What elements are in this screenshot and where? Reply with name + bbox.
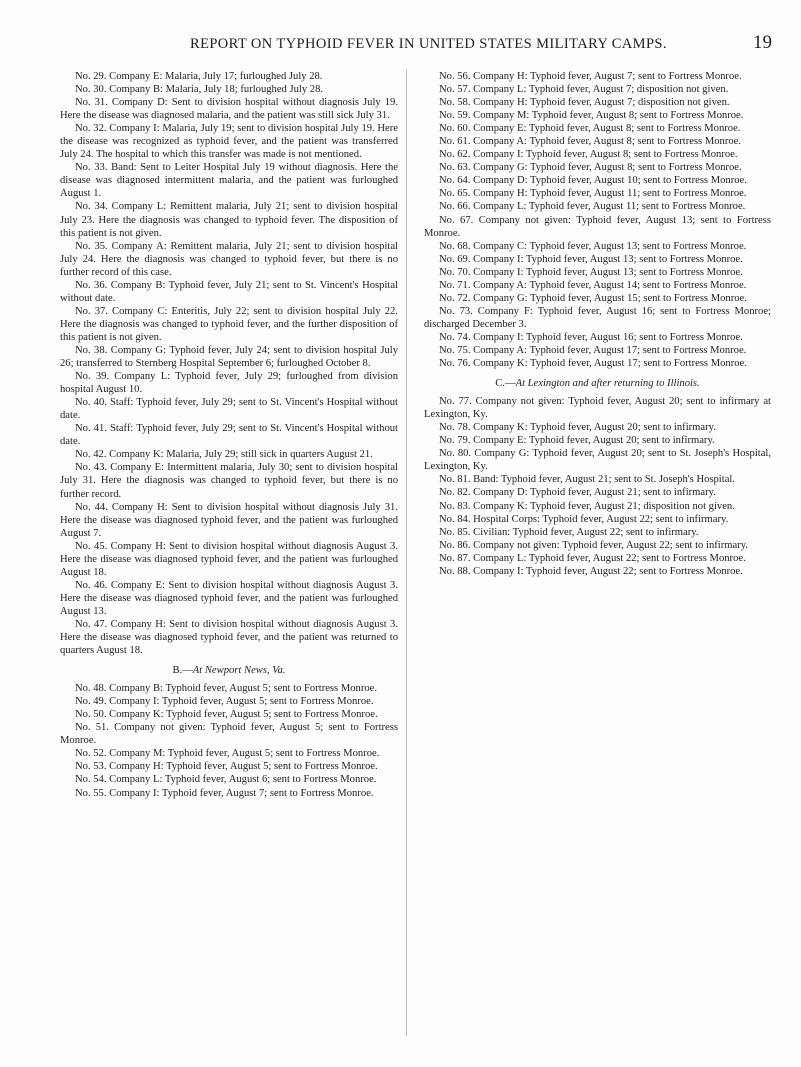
entries-group-a — [60, 70, 398, 657]
case-entry: No. 72. Company G: Typhoid fever, August 15; sent to Fortress Monroe. — [439, 292, 747, 304]
case-entry: No. 56. Company H: Typhoid fever, August 7; sent to Fortress Monroe. — [439, 71, 742, 82]
case-entry: No. 65. Company H: Typhoid fever, August 11; sent to Fortress Monroe. — [439, 188, 747, 200]
section-c-prefix: C.— — [495, 378, 516, 390]
case-entry: No. 30. Company B: Malaria, July 18; furloughed July 28. — [75, 84, 324, 96]
case-entry: No. 50. Company K: Typhoid fever, August 5; sent to Fortress Monroe. — [75, 709, 378, 721]
case-entry: No. 54. Company L: Typhoid fever, August 6; sent to Fortress Monroe. — [75, 774, 377, 786]
case-entry: No. 73. Company F: Typhoid fever, August 16; sent to Fortress Monroe; discharged December 3. — [424, 305, 771, 330]
case-entry: No. 53. Company H: Typhoid fever, August 5; sent to Fortress Monroe. — [75, 761, 378, 773]
page-header — [60, 32, 772, 58]
case-entry: No. 81. Band: Typhoid fever, August 21; sent to St. Joseph's Hospital. — [439, 474, 735, 486]
case-entry: No. 46. Company E: Sent to division hospital without diagnosis August 3. Here the disease was diagnosed typhoid fever, and the patient was furloughed August 13. — [60, 579, 398, 617]
section-b-prefix: B.— — [172, 665, 193, 677]
case-entry: No. 66. Company L: Typhoid fever, August 11; sent to Fortress Monroe. — [439, 201, 746, 213]
column-divider — [406, 70, 407, 1036]
case-entry: No. 31. Company D: Sent to division hospital without diagnosis July 19. Here the disease was diagnosed malaria, and the patient was still sick July 31. — [60, 97, 398, 122]
case-entry: No. 78. Company K: Typhoid fever, August 20; sent to infirmary. — [439, 422, 716, 434]
case-entry: No. 62. Company I: Typhoid fever, August 8; sent to Fortress Monroe. — [439, 149, 738, 161]
case-entry: No. 84. Hospital Corps: Typhoid fever, August 22; sent to infirmary. — [439, 513, 729, 525]
case-entry: No. 79. Company E: Typhoid fever, August 20; sent to infirmary. — [439, 435, 715, 447]
case-entry: No. 60. Company E: Typhoid fever, August 8; sent to Fortress Monroe. — [439, 123, 741, 135]
case-entry: No. 85. Civilian: Typhoid fever, August 22; sent to infirmary. — [439, 526, 699, 538]
case-entry: No. 34. Company L: Remittent malaria, July 21; sent to division hospital July 23. Here the diagnosis was changed to typhoid fever. The disposition of this patient is not given. — [60, 201, 398, 239]
right-column — [424, 70, 771, 578]
case-entry: No. 87. Company L: Typhoid fever, August 22; sent to Fortress Monroe. — [439, 552, 746, 564]
case-entry: No. 69. Company I: Typhoid fever, August 13; sent to Fortress Monroe. — [439, 253, 743, 265]
case-entry: No. 80. Company G: Typhoid fever, August 20; sent to St. Joseph's Hospital, Lexington, Ky. — [424, 448, 771, 473]
case-entry: No. 55. Company I: Typhoid fever, August 7; sent to Fortress Monroe. — [75, 787, 374, 799]
case-entry: No. 44. Company H: Sent to division hospital without diagnosis July 31. Here the disease was diagnosed typhoid fever, and the patient was furloughed August 7. — [60, 501, 398, 539]
case-entry: No. 74. Company I: Typhoid fever, August 16; sent to Fortress Monroe. — [439, 331, 743, 343]
case-entry: No. 36. Company B: Typhoid fever, July 21; sent to St. Vincent's Hospital without date. — [60, 279, 398, 304]
case-entry: No. 40. Staff: Typhoid fever, July 29; sent to St. Vincent's Hospital without date. — [60, 397, 398, 422]
case-entry: No. 68. Company C: Typhoid fever, August 13; sent to Fortress Monroe. — [439, 240, 747, 252]
case-entry: No. 75. Company A: Typhoid fever, August 17; sent to Fortress Monroe. — [439, 344, 747, 356]
case-entry: No. 83. Company K: Typhoid fever, August 21; disposition not given. — [439, 500, 735, 512]
case-entry: No. 57. Company L: Typhoid fever, August 7; disposition not given. — [439, 84, 729, 96]
case-entry: No. 43. Company E: Intermittent malaria, July 30; sent to division hospital July 31. Here the diagnosis was changed to typhoid fever, but there is no further record. — [60, 462, 398, 500]
case-entry: No. 63. Company G: Typhoid fever, August 8; sent to Fortress Monroe. — [439, 162, 742, 174]
case-entry: No. 61. Company A: Typhoid fever, August 8; sent to Fortress Monroe. — [439, 136, 742, 148]
case-entry: No. 42. Company K: Malaria, July 29; still sick in quarters August 21. — [75, 449, 373, 461]
case-entry: No. 35. Company A: Remittent malaria, July 21; sent to division hospital July 24. Here the diagnosis was changed to typhoid fever, but there is no further record of this case. — [60, 240, 398, 278]
case-entry: No. 39. Company L: Typhoid fever, July 29; furloughed from division hospital August 10. — [60, 371, 398, 396]
case-entry: No. 82. Company D: Typhoid fever, August 21; sent to infirmary. — [439, 487, 716, 499]
section-heading-b — [60, 664, 398, 677]
case-entry: No. 58. Company H: Typhoid fever, August 7; disposition not given. — [439, 97, 730, 109]
entries-group-b-continued — [424, 70, 771, 370]
case-entry: No. 52. Company M: Typhoid fever, August 5; sent to Fortress Monroe. — [75, 748, 380, 760]
page-number: 19 — [753, 32, 772, 53]
case-entry: No. 59. Company M: Typhoid fever, August 8; sent to Fortress Monroe. — [439, 110, 744, 122]
running-title: REPORT ON TYPHOID FEVER IN UNITED STATES MILITARY CAMPS. — [190, 36, 667, 52]
left-column — [60, 70, 398, 800]
case-entry: No. 33. Band: Sent to Leiter Hospital July 19 without diagnosis. Here the disease was diagnosed intermittent malaria, and the patient was furloughed August 1. — [60, 162, 398, 200]
case-entry: No. 41. Staff: Typhoid fever, July 29; sent to St. Vincent's Hospital without date. — [60, 423, 398, 448]
case-entry: No. 88. Company I: Typhoid fever, August 22; sent to Fortress Monroe. — [439, 565, 743, 577]
case-entry: No. 77. Company not given: Typhoid fever, August 20; sent to infirmary at Lexington, Ky. — [424, 396, 771, 421]
case-entry: No. 37. Company C: Enteritis, July 22; sent to division hospital July 22. Here the diagnosis was changed to typhoid fever, and the further disposition of this patient is not given. — [60, 305, 398, 343]
case-entry: No. 29. Company E: Malaria, July 17; furloughed July 28. — [75, 71, 323, 82]
case-entry: No. 32. Company I: Malaria, July 19; sent to division hospital July 19. Here the disease was recognized as typhoid fever, and the patient was transferred July 24. The hospital to which this transfer was made is not mentioned. — [60, 123, 398, 161]
case-entry: No. 51. Company not given: Typhoid fever, August 5; sent to Fortress Monroe. — [60, 722, 398, 747]
case-entry: No. 38. Company G: Typhoid fever, July 24; sent to division hospital July 26; transferred to Sternberg Hospital September 6; furloughed October 8. — [60, 344, 398, 370]
case-entry: No. 86. Company not given: Typhoid fever, August 22; sent to infirmary. — [439, 539, 748, 551]
case-entry: No. 64. Company D: Typhoid fever, August 10; sent to Fortress Monroe. — [439, 175, 747, 187]
case-entry: No. 76. Company K: Typhoid fever, August 17; sent to Fortress Monroe. — [439, 358, 747, 370]
case-entry: No. 49. Company I: Typhoid fever, August 5; sent to Fortress Monroe. — [75, 696, 374, 708]
section-c-place: At Lexington and after returning to Illinois. — [515, 378, 700, 390]
section-heading-c — [424, 377, 771, 390]
case-entry: No. 71. Company A: Typhoid fever, August 14; sent to Fortress Monroe. — [439, 279, 747, 291]
entries-group-b — [60, 682, 398, 799]
case-entry: No. 70. Company I: Typhoid fever, August 13; sent to Fortress Monroe. — [439, 266, 743, 278]
case-entry: No. 47. Company H: Sent to division hospital without diagnosis August 3. Here the disease was diagnosed typhoid fever, and the patient was returned to quarters August 18. — [60, 618, 398, 657]
case-entry: No. 45. Company H: Sent to division hospital without diagnosis August 3. Here the disease was diagnosed typhoid fever, and the patient was furloughed August 18. — [60, 540, 398, 578]
case-entry: No. 48. Company B: Typhoid fever, August 5; sent to Fortress Monroe. — [75, 683, 378, 695]
section-b-place: At Newport News, Va. — [192, 665, 286, 677]
case-entry: No. 67. Company not given: Typhoid fever, August 13; sent to Fortress Monroe. — [424, 214, 771, 239]
entries-group-c — [424, 395, 771, 578]
